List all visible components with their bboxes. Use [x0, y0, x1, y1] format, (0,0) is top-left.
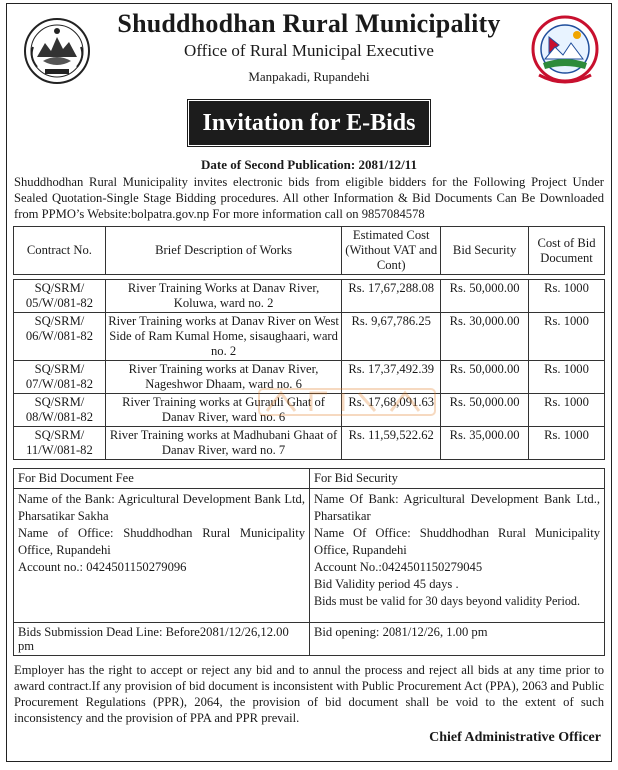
header-description: Brief Description of Works	[105, 227, 341, 275]
publication-date: Date of Second Publication: 2081/12/11	[201, 157, 417, 172]
bid-doc-fee-body	[14, 489, 309, 622]
bid-doc-cost-cell: Rs. 1000	[529, 361, 605, 394]
table-header-row	[14, 227, 605, 275]
employer-rights-note: Employer has the right to accept or reject any bid and to annul the process and reject all bids at any time prior to award contract.If any provision of bid document is inconsistent with Public Procurement Act (PPA), 2063 and Public Procurement Regulations (PPR), 2064, the provision of bid document shall be void to the extent of such inconsistency and the provision of PPA and PPR prevail.	[14, 663, 604, 725]
municipality-seal-icon	[531, 15, 599, 87]
contract-no-cell: SQ/SRM/ 05/W/081-82	[14, 280, 106, 313]
description-cell: River Training Works at Danav River, Koluwa, ward no. 2	[105, 280, 341, 313]
bid-validity: Bid Validity period 45 days .	[314, 577, 459, 591]
bid-security-cell: Rs. 35,000.00	[441, 427, 529, 460]
bank-name: Name Of Bank: Agricultural Development Bank Ltd., Pharsatikar	[314, 492, 600, 523]
payment-details	[13, 468, 605, 656]
validity-note: Bids must be valid for 30 days beyond validity Period.	[314, 594, 581, 608]
estimated-cost-cell: Rs. 17,37,492.39	[342, 361, 441, 394]
bid-doc-cost-cell: Rs. 1000	[529, 427, 605, 460]
office-name: Name Of Office: Shuddhodhan Rural Municipality Office, Rupandehi	[314, 526, 600, 557]
bid-doc-cost-cell: Rs. 1000	[529, 394, 605, 427]
contract-no-cell: SQ/SRM/ 07/W/081-82	[14, 361, 106, 394]
invitation-banner: Invitation for E-Bids	[189, 101, 429, 145]
office-subtitle: Office of Rural Municipal Executive	[184, 41, 434, 60]
header-bid-doc-cost: Cost of Bid Document	[529, 227, 605, 275]
table-row	[14, 361, 605, 394]
signature: Chief Administrative Officer	[429, 730, 601, 745]
header-contract-no: Contract No.	[14, 227, 106, 275]
bid-security-cell: Rs. 50,000.00	[441, 394, 529, 427]
header-estimated-cost: Estimated Cost (Without VAT and Cont)	[342, 227, 441, 275]
bid-security-heading: For Bid Security	[310, 469, 604, 489]
description-cell: River Training works at Danav River, Nageshwor Dhaam, ward no. 6	[105, 361, 341, 394]
bid-security-cell: Rs. 50,000.00	[441, 280, 529, 313]
bid-opening: Bid opening: 2081/12/26, 1.00 pm	[310, 622, 604, 641]
contract-no-cell: SQ/SRM/ 08/W/081-82	[14, 394, 106, 427]
header	[7, 9, 611, 97]
municipality-title: Shuddhodhan Rural Municipality	[117, 9, 501, 38]
description-cell: River Training works at Danav River on West Side of Ram Kumal Home, sisaughaari, ward no. 2	[105, 313, 341, 361]
table-row	[14, 280, 605, 313]
table-row	[14, 427, 605, 460]
contract-no-cell: SQ/SRM/ 06/W/081-82	[14, 313, 106, 361]
bid-doc-fee-box	[13, 468, 309, 656]
notice-page	[6, 3, 612, 762]
description-cell: River Training works at Madhubani Ghaat of Danav River, ward no. 7	[105, 427, 341, 460]
bank-name: Name of the Bank: Agricultural Development Bank Ltd, Pharsatikar Sakha	[18, 492, 305, 523]
account-number: Account no.: 0424501150279096	[18, 560, 187, 574]
estimated-cost-cell: Rs. 11,59,522.62	[342, 427, 441, 460]
estimated-cost-cell: Rs. 17,67,288.08	[342, 280, 441, 313]
bid-doc-cost-cell: Rs. 1000	[529, 313, 605, 361]
government-emblem-icon	[23, 17, 91, 85]
bid-security-body	[310, 489, 604, 622]
submission-deadline: Bids Submission Dead Line: Before2081/12/26,12.00 pm	[14, 622, 309, 655]
estimated-cost-cell: Rs. 9,67,786.25	[342, 313, 441, 361]
bid-security-box	[309, 468, 605, 656]
table-row	[14, 313, 605, 361]
bid-doc-cost-cell: Rs. 1000	[529, 280, 605, 313]
description-cell: River Training works at Gurauli Ghat of Danav River, ward no. 6	[105, 394, 341, 427]
contract-no-cell: SQ/SRM/ 11/W/081-82	[14, 427, 106, 460]
header-bid-security: Bid Security	[441, 227, 529, 275]
table-row	[14, 394, 605, 427]
works-table	[13, 226, 605, 460]
bid-security-cell: Rs. 30,000.00	[441, 313, 529, 361]
account-number: Account No.:0424501150279045	[314, 560, 483, 574]
office-name: Name of Office: Shuddhodhan Rural Municipality Office, Rupandehi	[18, 526, 305, 557]
intro-paragraph: Shuddhodhan Rural Municipality invites electronic bids from eligible bidders for the Following Project Under Sealed Quotation-Single Stage Bidding procedures. All other Information & Bid Documents Can Be Downloaded from PPMO’s Website:bolpatra.gov.np For more information call on 9857084578	[14, 175, 604, 221]
bid-security-cell: Rs. 50,000.00	[441, 361, 529, 394]
office-address: Manpakadi, Rupandehi	[248, 69, 370, 84]
estimated-cost-cell: Rs. 17,68,091.63	[342, 394, 441, 427]
bid-doc-fee-heading: For Bid Document Fee	[14, 469, 309, 489]
